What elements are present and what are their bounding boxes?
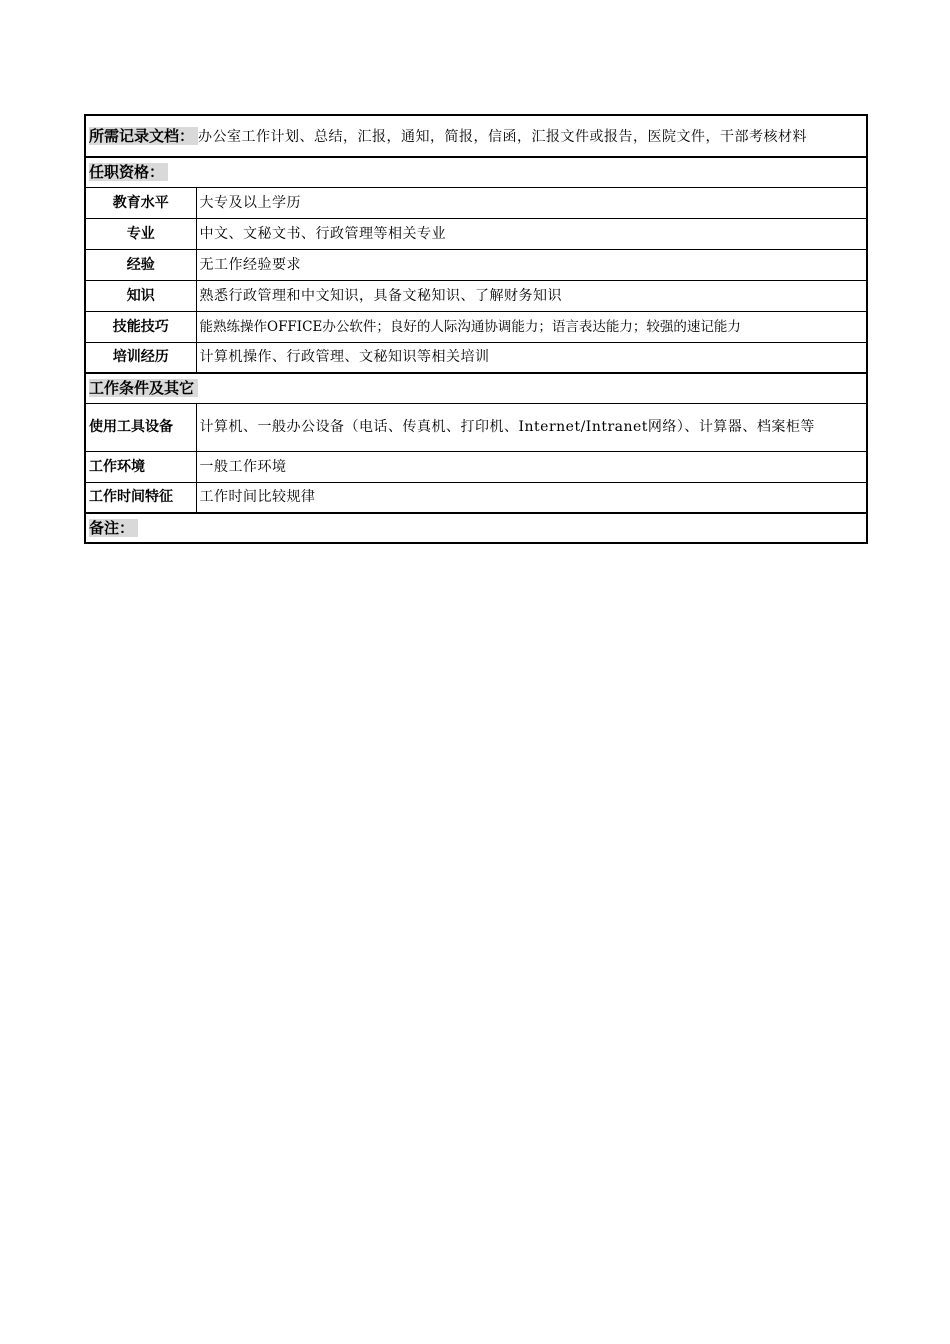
conditions-header-cell: [85, 373, 867, 403]
notes-row: [85, 513, 867, 543]
education-label: 教育水平: [85, 187, 196, 218]
knowledge-value: 熟悉行政管理和中文知识，具备文秘知识、了解财务知识: [196, 280, 867, 311]
qualifications-header-cell: [85, 157, 867, 187]
experience-value: 无工作经验要求: [196, 249, 867, 280]
conditions-title: 工作条件及其它: [89, 379, 198, 397]
skills-value: 能熟练操作OFFICE办公软件；良好的人际沟通协调能力；语言表达能力；较强的速记能力: [196, 311, 867, 342]
environment-value: 一般工作环境: [196, 451, 867, 482]
table-row: [85, 311, 867, 342]
records-cell: [85, 115, 867, 157]
records-value: 办公室工作计划、总结，汇报，通知，简报，信函，汇报文件或报告，医院文件，干部考核材料: [198, 128, 808, 145]
environment-label: 工作环境: [85, 451, 196, 482]
experience-label: 经验: [85, 249, 196, 280]
table-row: [85, 280, 867, 311]
tools-value: 计算机、一般办公设备（电话、传真机、打印机、Internet/Intranet网络）、计算器、档案柜等: [196, 403, 867, 451]
table-row: [85, 451, 867, 482]
notes-cell: [85, 513, 867, 543]
conditions-header-row: [85, 373, 867, 403]
job-description-table: [84, 114, 868, 544]
records-label: 所需记录文档：: [89, 127, 198, 145]
worktime-value: 工作时间比较规律: [196, 482, 867, 513]
table-row: [85, 249, 867, 280]
table-row: [85, 187, 867, 218]
tools-label: 使用工具设备: [85, 403, 196, 451]
skills-label: 技能技巧: [85, 311, 196, 342]
qualifications-header-row: [85, 157, 867, 187]
table-row: [85, 403, 867, 451]
qualifications-title: 任职资格：: [89, 163, 168, 181]
major-label: 专业: [85, 218, 196, 249]
knowledge-label: 知识: [85, 280, 196, 311]
training-value: 计算机操作、行政管理、文秘知识等相关培训: [196, 342, 867, 373]
worktime-label: 工作时间特征: [85, 482, 196, 513]
education-value: 大专及以上学历: [196, 187, 867, 218]
training-label: 培训经历: [85, 342, 196, 373]
table-row: [85, 342, 867, 373]
major-value: 中文、文秘文书、行政管理等相关专业: [196, 218, 867, 249]
table-row: [85, 482, 867, 513]
records-row: [85, 115, 867, 157]
table-row: [85, 218, 867, 249]
notes-label: 备注：: [89, 519, 138, 537]
